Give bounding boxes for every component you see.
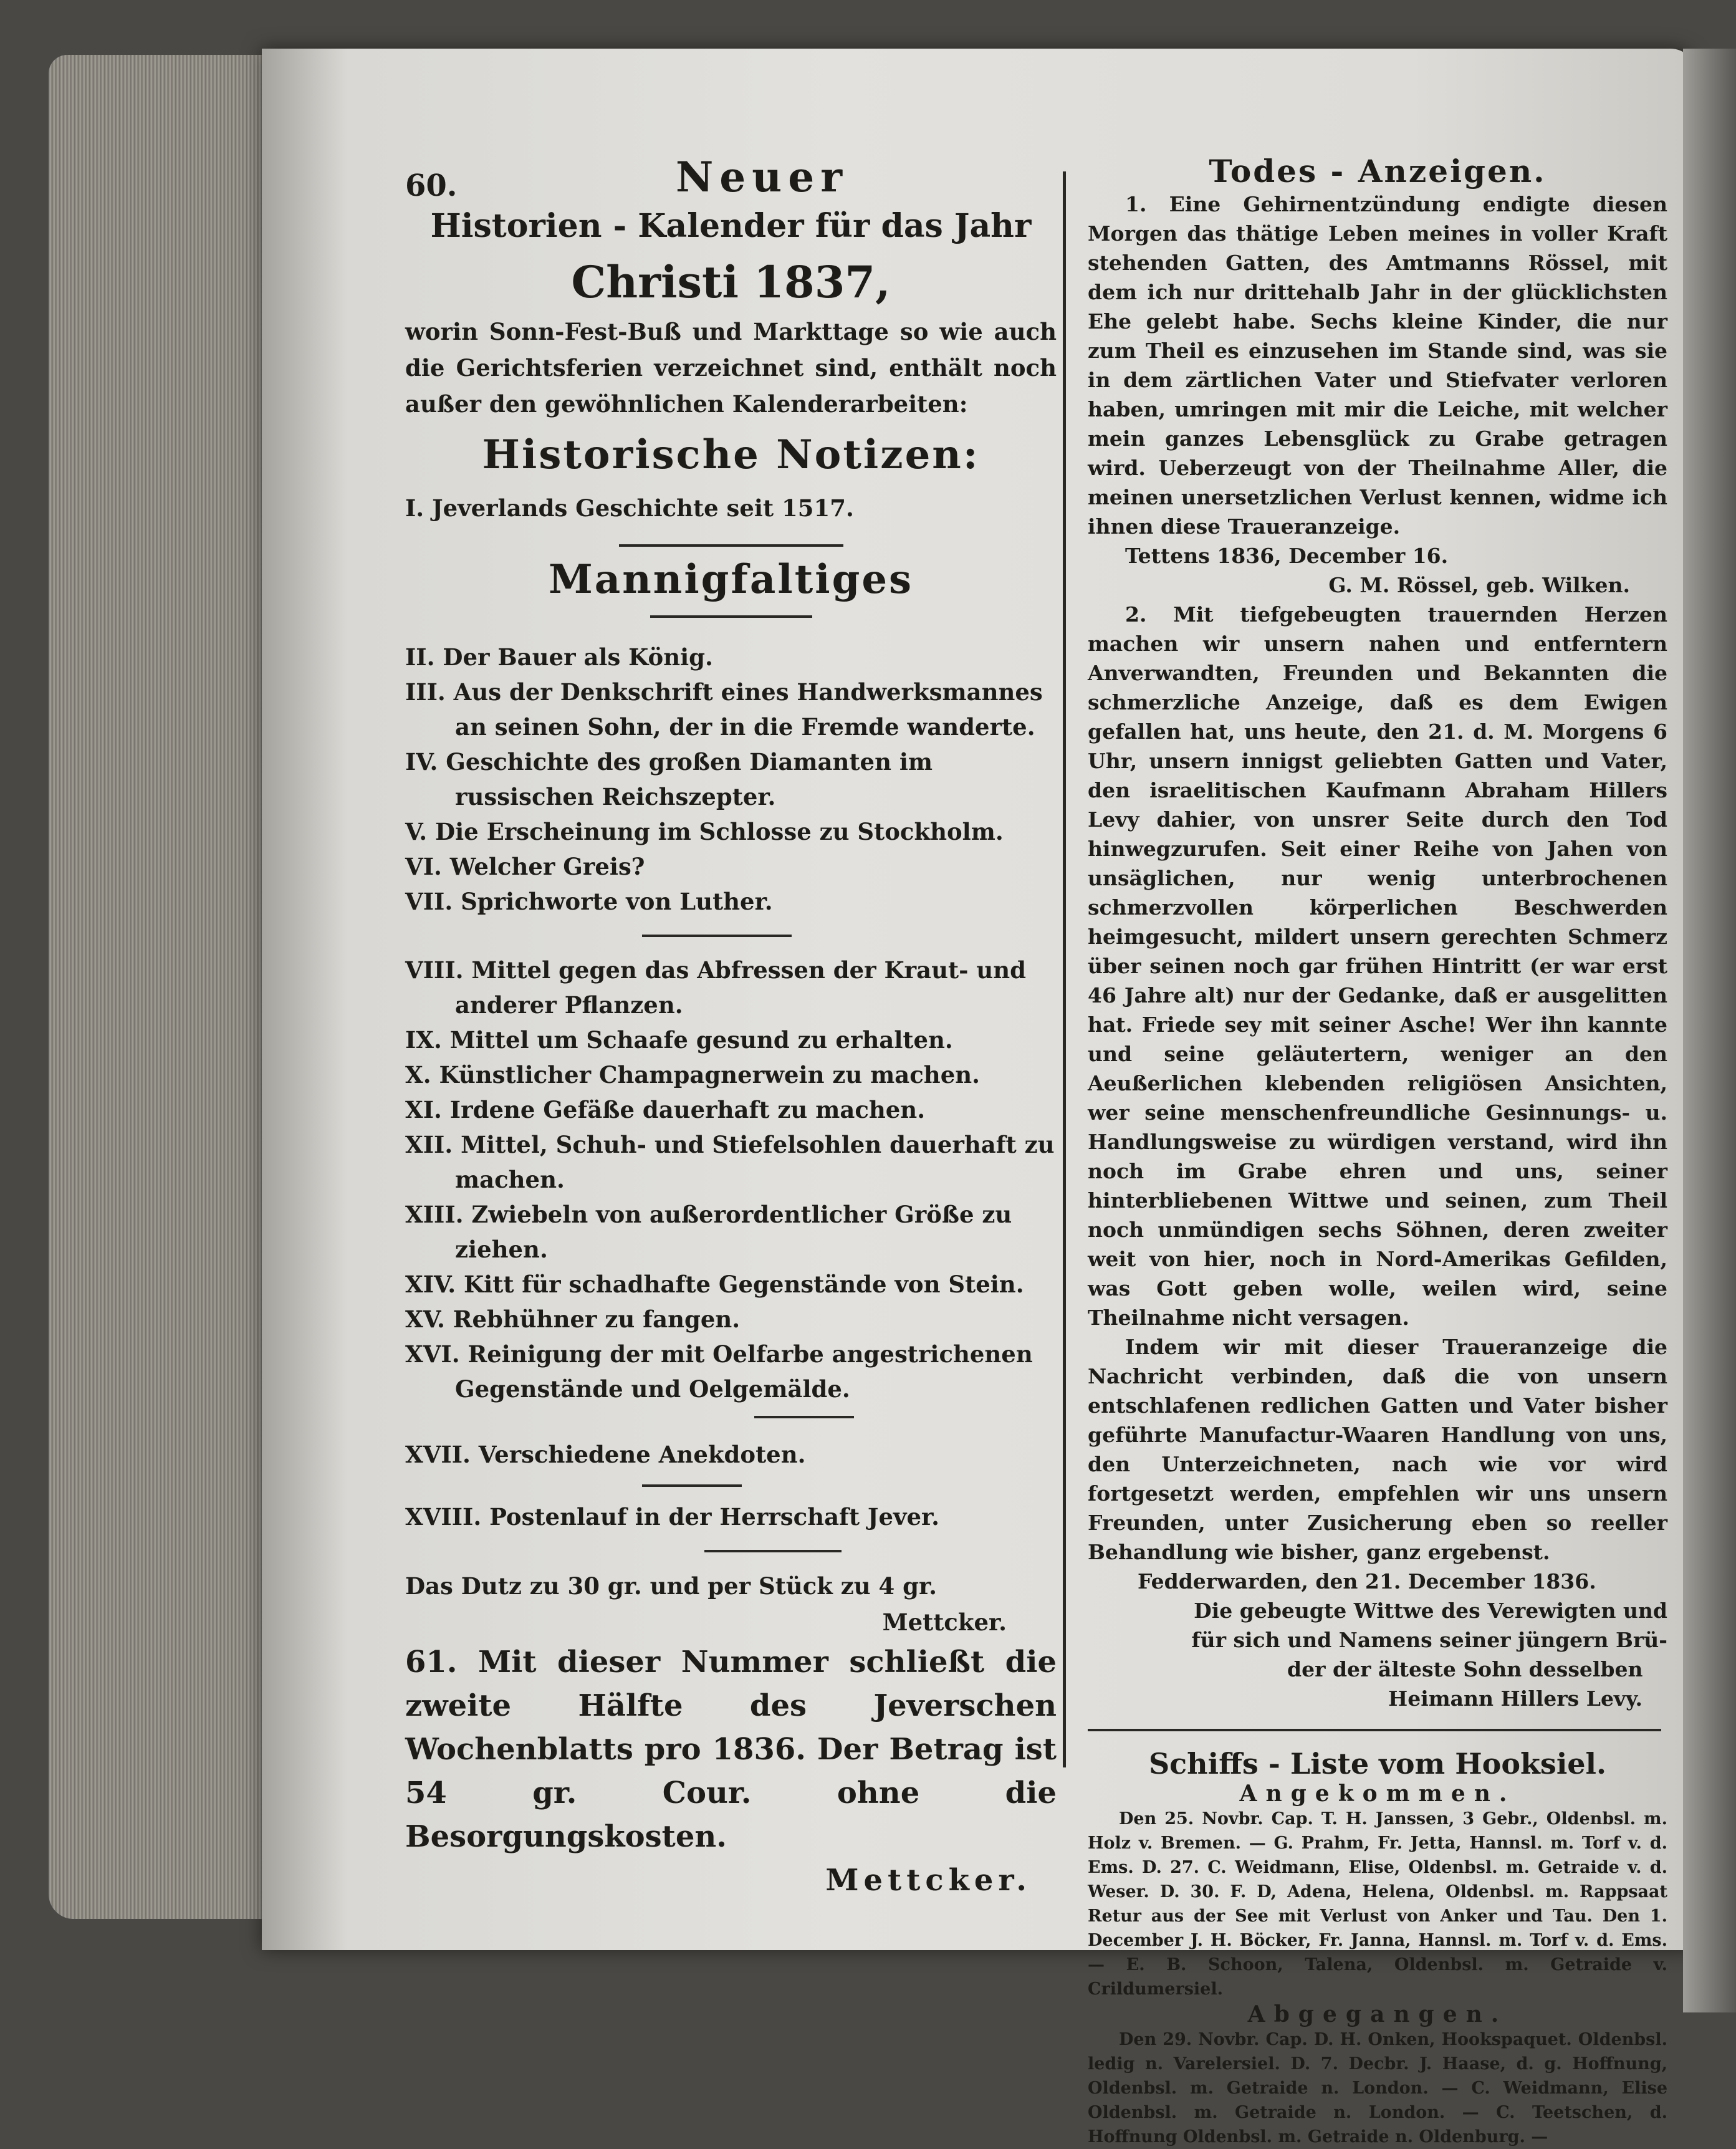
divider: [642, 935, 792, 937]
list-item: VIII. Mittel gegen das Abfressen der Kraut- und anderer Pflanzen.: [405, 956, 1027, 1019]
notice-2-signature-line: der der älteste Sohn desselben: [1287, 1657, 1643, 1681]
list-group-a: [405, 640, 1057, 919]
list-item: XIV. Kitt für schadhafte Gegenstände von Stein.: [405, 1271, 1024, 1298]
death-notices-heading: Todes - Anzeigen.: [1209, 153, 1547, 190]
list-item: XVIII. Postenlauf in der Herrschaft Jever.: [405, 1503, 939, 1531]
divider: [754, 1416, 854, 1418]
intro-text: worin Sonn-Fest-Buß und Markttage so wie auch die Gerichtsferien verzeichnet sind, enthält noch außer den gewöhnlichen Kalenderarbeiten:: [405, 318, 1057, 418]
list-item: II. Der Bauer als König.: [405, 643, 713, 671]
departed-list: Den 29. Novbr. Cap. D. H. Onken, Hookspaquet. Oldenbsl. ledig n. Varelersiel. D. 7. Decbr. J. Haase, d. g. Hoffnung, Oldenbsl. m. Getraide n. London. — C. Weidmann, Elise Oldenbsl. m. Getraide n. London. — C. Teetschen, d. Hoffnung Oldenbsl. m. Getraide n. Oldenburg. —: [1088, 2030, 1667, 2147]
notice-2-signature-line: für sich und Namens seiner jüngern Brü-: [1191, 1628, 1667, 1652]
divider: [704, 1550, 842, 1552]
title-word: Neuer: [675, 153, 849, 201]
left-column: [405, 153, 1057, 1902]
price-line: Das Dutz zu 30 gr. und per Stück zu 4 gr.: [405, 1572, 938, 1600]
heading-historical-notes: Historische Notizen:: [482, 431, 980, 478]
notice-signature: Mettcker.: [825, 1863, 1032, 1898]
list-item: IV. Geschichte des großen Diamanten im russischen Reichszepter.: [405, 748, 933, 810]
list-item: VII. Sprichworte von Luther.: [405, 888, 773, 915]
notice-1-place: Tettens 1836, December 16.: [1125, 544, 1449, 568]
list-item: V. Die Erscheinung im Schlosse zu Stockholm.: [405, 818, 1004, 845]
title-line: Historien - Kalender für das Jahr: [430, 207, 1032, 245]
list-item: I. Jeverlands Geschichte seit 1517.: [405, 494, 854, 522]
arrived-heading: Angekommen.: [1239, 1781, 1516, 1807]
right-column: [1088, 153, 1667, 2149]
death-notice-2-continued: Indem wir mit dieser Traueranzeige die Nachricht verbinden, daß die von unsern entschlafenen redlichen Gatten und Vater bisher geführte Manufactur-Waaren Handlung von uns, den Unterzeichneten, nach wie vor wird fortgesetzt werden, empfehlen wir uns unsern Freunden, unter Zusicherung eben so reeller Behandlung wie bisher, ganz ergebenst.: [1088, 1335, 1667, 1564]
departed-heading: Abgegangen.: [1247, 2001, 1508, 2027]
list-item: X. Künstlicher Champagnerwein zu machen.: [405, 1061, 981, 1089]
list-group-c: [405, 1437, 1057, 1534]
gutter-shadow: [1683, 49, 1736, 2012]
book-page-edges: [49, 55, 273, 1919]
arrived-list: Den 25. Novbr. Cap. T. H. Janssen, 3 Gebr., Oldenbsl. m. Holz v. Bremen. — G. Prahm, Fr. Jetta, Hannsl. m. Torf v. d. Ems. D. 27. C. Weidmann, Elise, Oldenbsl. m. Getraide v. d. Weser. D. 30. F. D, Adena, Helena, Oldenbsl. m. Rappsaat Retur aus der See mit Verlust von Anker und Tau. Den 1. December J. H. Böcker, Fr. Janna, Hannsl. m. Torf v. d. Ems. — E. B. Schoon, Talena, Oldenbsl. m. Getraide v. Crildumersiel.: [1088, 1809, 1667, 1999]
ship-list-heading: Schiffs - Liste vom Hooksiel.: [1148, 1747, 1607, 1781]
death-notice-2: 2. Mit tiefgebeugten trauernden Herzen machen wir unsern nahen und entferntern Anverwandten, Freunden und Bekannten die schmerzliche Anzeige, daß es dem Ewigen gefallen hat, uns heute, den 21. d. M. Morgens 6 Uhr, unsern innigst geliebten Gatten und Vater, den israelitischen Kaufmann Abraham Hillers Levy dahier, von unsrer Seite durch den Tod hinwegzurufen. Seit einer Reihe von Jahen von unsäglichen, nur wenig unterbrochenen schmerzvollen körperlichen Beschwerden heimgesucht, mildert unsern gerechten Schmerz über seinen noch gar frühen Hintritt (er war erst 46 Jahre alt) nur der Gedanke, daß er ausgelitten hat. Friede sey mit seiner Asche! Wer ihn kannte und seine geläutertern, weniger an den Aeußerlichen klebenden religiösen Ansichten, wer seine menschenfreundliche Gesinnungs- u. Handlungsweise zu würdigen verstand, wird ihn noch im Grabe ehren und uns, seiner hinterbliebenen Wittwe und seinen, zum Theil noch unmündigen sechs Söhnen, deren zweiter weit von hier, noch in Nord-Amerikas Gefilden, was Gott geben wolle, weilen wird, seine Theilnahme nicht versagen.: [1088, 602, 1667, 1330]
list-item: XV. Rebhühner zu fangen.: [405, 1305, 741, 1333]
page-number: 60.: [405, 168, 458, 203]
death-notice-1: 1. Eine Gehirnentzündung endigte diesen Morgen das thätige Leben meines in voller Kraft stehenden Gatten, des Amtmanns Rössel, mit dem ich nur drittehalb Jahr in der glücklichsten Ehe gelebt habe. Sechs kleine Kinder, die nur zum Theil es einzusehen im Stande sind, was sie in dem zärtlichen Vater und Stiefvater verloren haben, umringen mit mir die Leiche, mit welcher mein ganzes Lebensglück zu Grabe getragen wird. Ueberzeugt von der Theilnahme Aller, die meinen unersetzlichen Verlust kennen, widme ich ihnen diese Traueranzeige.: [1088, 192, 1667, 539]
list-item: VI. Welcher Greis?: [405, 853, 645, 880]
notice-2-signature-line: Die gebeugte Wittwe des Verewigten und: [1194, 1599, 1667, 1623]
notice-1-signature: G. M. Rössel, geb. Wilken.: [1328, 573, 1630, 597]
list-item: XVII. Verschiedene Anekdoten.: [405, 1441, 806, 1468]
list-item: XII. Mittel, Schuh- und Stiefelsohlen dauerhaft zu machen.: [405, 1131, 1055, 1193]
divider: [642, 1484, 742, 1487]
list-item: XI. Irdene Gefäße dauerhaft zu machen.: [405, 1096, 926, 1123]
divider: [1088, 1729, 1661, 1731]
notice-2-place: Fedderwarden, den 21. December 1836.: [1138, 1569, 1596, 1594]
column-divider: [1063, 171, 1066, 1767]
list-item: III. Aus der Denkschrift eines Handwerksmannes an seinen Sohn, der in die Fremde wanderte.: [405, 678, 1043, 741]
notice-2-signature-name: Heimann Hillers Levy.: [1388, 1686, 1642, 1711]
divider: [650, 615, 812, 618]
price-signature: Mettcker.: [882, 1608, 1007, 1636]
notice-61: 61. Mit dieser Nummer schließt die zweite Hälfte des Jeverschen Wochenblatts pro 1836. Der Betrag ist 54 gr. Cour. ohne die Besorgungskosten.: [405, 1645, 1057, 1854]
divider: [619, 544, 843, 547]
title-year: Christi 1837,: [571, 256, 891, 308]
list-item: IX. Mittel um Schaafe gesund zu erhalten.: [405, 1026, 953, 1054]
heading-miscellany: Mannigfaltiges: [548, 556, 914, 603]
list-item: XVI. Reinigung der mit Oelfarbe angestrichenen Gegenstände und Oelgemälde.: [405, 1340, 1033, 1403]
list-group-b: [405, 953, 1057, 1406]
list-item: XIII. Zwiebeln von außerordentlicher Größe zu ziehen.: [405, 1201, 1012, 1263]
